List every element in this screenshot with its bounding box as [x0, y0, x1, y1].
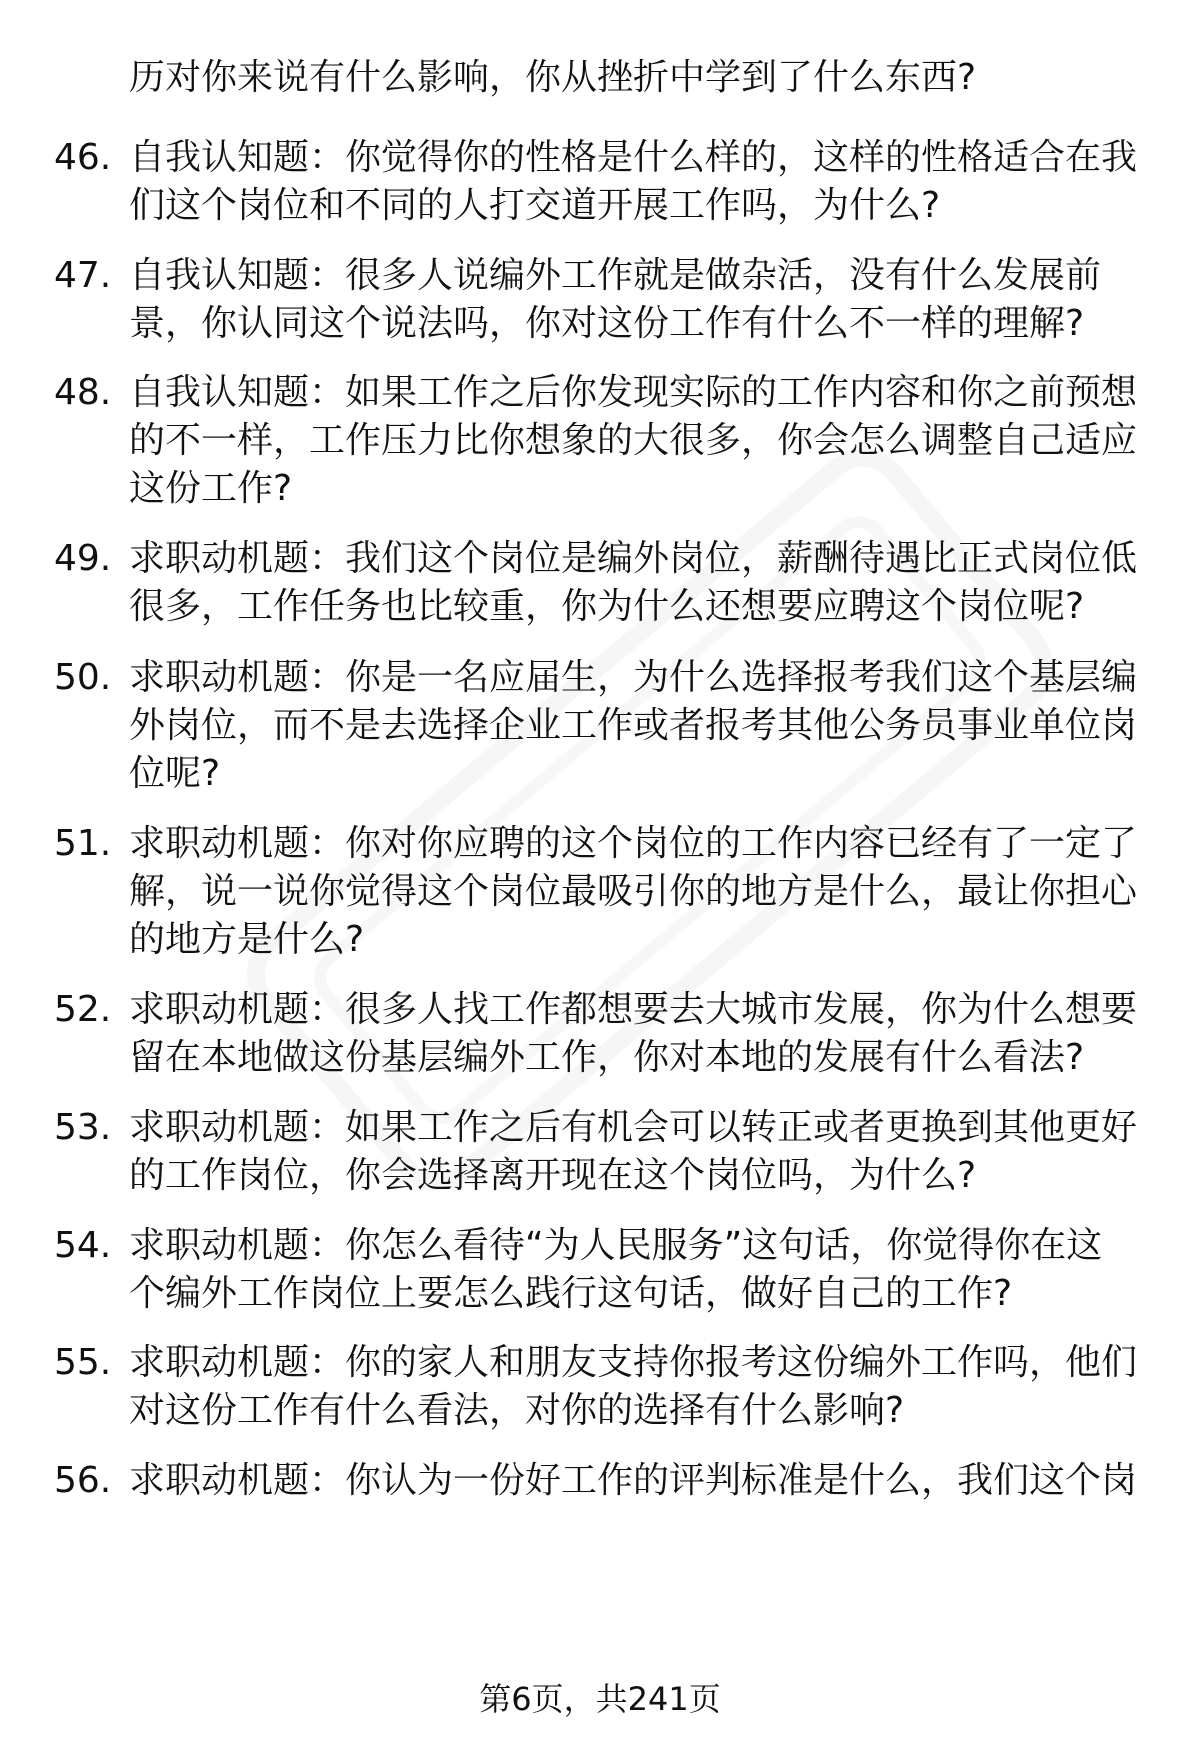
question-text-line: 求职动机题：你认为一份好工作的评判标准是什么，我们这个岗 [129, 1460, 1138, 1501]
question-number: 52. [54, 989, 112, 1030]
question-text-line: 的工作岗位，你会选择离开现在这个岗位吗，为什么? [129, 1155, 977, 1196]
question-number: 55. [54, 1342, 112, 1383]
question-text-line: 们这个岗位和不同的人打交道开展工作吗，为什么? [129, 185, 941, 226]
question-number: 50. [54, 657, 112, 698]
question-number: 54. [54, 1225, 112, 1266]
question-number: 46. [54, 137, 112, 178]
question-text-line: 很多，工作任务也比较重，你为什么还想要应聘这个岗位呢? [129, 586, 1085, 627]
question-text-line: 解，说一说你觉得这个岗位最吸引你的地方是什么，最让你担心 [129, 871, 1138, 912]
page-footer: 第6页，共241页 [479, 1680, 721, 1718]
question-number: 48. [54, 372, 112, 413]
question-text-line: 求职动机题：如果工作之后有机会可以转正或者更换到其他更好 [129, 1107, 1138, 1148]
question-text-line: 个编外工作岗位上要怎么践行这句话，做好自己的工作? [129, 1273, 1013, 1314]
question-text-line: 自我认知题：你觉得你的性格是什么样的，这样的性格适合在我 [129, 137, 1138, 178]
question-text-line: 留在本地做这份基层编外工作，你对本地的发展有什么看法? [129, 1037, 1085, 1078]
question-text-line: 的地方是什么? [129, 919, 365, 960]
question-text-line: 自我认知题：如果工作之后你发现实际的工作内容和你之前预想 [129, 372, 1138, 413]
question-text-line: 外岗位，而不是去选择企业工作或者报考其他公务员事业单位岗 [129, 705, 1138, 746]
question-number: 53. [54, 1107, 112, 1148]
question-text-line: 求职动机题：你怎么看待“为人民服务”这句话，你觉得你在这 [129, 1225, 1103, 1266]
question-text-line: 求职动机题：你的家人和朋友支持你报考这份编外工作吗，他们 [129, 1342, 1138, 1383]
question-number: 47. [54, 255, 112, 296]
question-text-line: 景，你认同这个说法吗，你对这份工作有什么不一样的理解? [129, 303, 1085, 344]
question-text-line: 自我认知题：很多人说编外工作就是做杂活，没有什么发展前 [129, 255, 1102, 296]
question-text-line: 历对你来说有什么影响，你从挫折中学到了什么东西? [129, 57, 977, 98]
question-number: 51. [54, 823, 112, 864]
question-text-line: 求职动机题：你对你应聘的这个岗位的工作内容已经有了一定了 [129, 823, 1138, 864]
question-number: 49. [54, 538, 112, 579]
question-text-line: 的不一样，工作压力比你想象的大很多，你会怎么调整自己适应 [129, 420, 1138, 461]
question-text-line: 求职动机题：你是一名应届生，为什么选择报考我们这个基层编 [129, 657, 1138, 698]
question-number: 56. [54, 1460, 112, 1501]
question-text-line: 对这份工作有什么看法，对你的选择有什么影响? [129, 1390, 905, 1431]
question-text-line: 位呢? [129, 753, 221, 794]
question-text-line: 求职动机题：我们这个岗位是编外岗位，薪酬待遇比正式岗位低 [129, 538, 1138, 579]
question-text-line: 求职动机题：很多人找工作都想要去大城市发展，你为什么想要 [129, 989, 1138, 1030]
question-text-line: 这份工作? [129, 468, 293, 509]
